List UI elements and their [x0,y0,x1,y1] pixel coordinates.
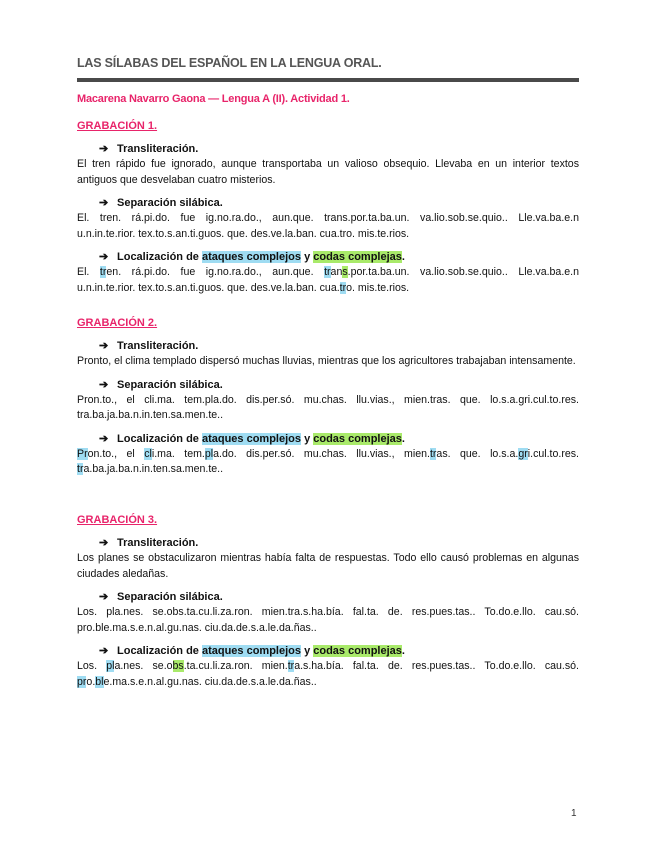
arrow-icon: ➔ [99,645,109,657]
localization-heading [77,250,579,265]
syllabic-heading [77,378,579,393]
arrow-icon: ➔ [99,378,109,391]
arrow-icon: ➔ [99,143,109,155]
text-segment: a.ba.ja.ba.n.in.ten.sa.men.te.. [83,463,224,475]
heading-label: Transliteración. [117,143,199,155]
complex-onset: tr [77,463,84,475]
text-segment: .por.ta.ba.un. va.lio.sob.se.quio.. Lle.va.ba.e.n u.n.in.te.rior. tex.to.s.an.ti.guos. que. des.ve.la.ban. cua. [77,266,579,294]
heading-label: Separación silábica. [117,378,223,391]
text-segment: a.nes. se.o [114,660,173,672]
transliteration-text: El tren rápido fue ignorado, aunque transportaba un valioso obsequio. Llevaba en un interior textos antiguos que desvelaban cuatro misterios. [77,158,579,186]
heading-label: Separación silábica. [117,197,223,209]
transliteration-heading [77,142,579,157]
text-segment: .ta.cu.li.za.ron. mien. [183,660,288,672]
localized-text [77,659,579,690]
complex-onset: pr [77,675,87,688]
complex-onset: tr [429,447,437,460]
recording-title: GRABACIÓN 3. [77,514,158,526]
syllabic-heading [77,196,579,211]
text-segment: as. que. lo.s.a. [436,447,519,460]
recording-section [77,315,579,478]
heading-label: Localización de [117,432,202,445]
heading-label: y [301,432,314,445]
complex-onset: tr [339,281,347,294]
heading-label: Localización de [117,645,202,657]
recording-title: GRABACIÓN 1. [77,120,158,132]
complex-onset: pl [204,447,214,460]
text-segment: i.ma. tem. [151,447,205,460]
text-segment: o. [86,675,96,688]
heading-label: Transliteración. [117,537,199,549]
complex-codas-label: codas complejas [313,251,402,263]
complex-codas-label: codas complejas [313,645,402,657]
syllabic-text: Los. pla.nes. se.obs.ta.cu.li.za.ron. mien.tra.s.ha.bía. fal.ta. de. res.pues.tas.. To.do.e.llo. cau.só. pro.ble.ma.s.e.n.al.gu.nas. ciu.da.de.s.a.le.da.ñas.. [77,606,579,634]
recording-title: GRABACIÓN 2. [77,317,158,329]
text-segment: i.cul.to.res. [527,447,579,460]
arrow-icon: ➔ [99,340,109,352]
transliteration-heading [77,339,579,354]
complex-onset: pl [106,660,115,672]
arrow-icon: ➔ [99,432,109,445]
syllabic-text: El. tren. rá.pi.do. fue ig.no.ra.do., aun.que. trans.por.ta.ba.un. va.lio.sob.se.quio.. Lle.va.ba.e.n u.n.in.te.rior. tex.to.s.an.ti.guos. que. des.ve.la.ban. cua.tro. mis.te.rios. [77,212,579,240]
text-segment: a.do. dis.per.só. mu.chas. llu.vias., mien. [213,447,430,460]
title-rule [77,78,579,82]
heading-label: Localización de [117,251,202,263]
localization-heading [77,644,579,659]
arrow-icon: ➔ [99,537,109,549]
complex-onset: tr [324,266,331,278]
text-segment: a.s.ha.bía. fal.ta. de. res.pues.tas.. To.do.e.llo. cau.só. [294,660,580,672]
complex-coda: s [342,266,348,278]
complex-onsets-label: ataques complejos [201,251,302,263]
text-segment: o. mis.te.rios. [346,281,410,294]
complex-onset: tr [99,266,107,278]
text-segment: El. [77,266,100,278]
complex-coda: bs [172,660,184,672]
heading-label: Transliteración. [117,340,199,352]
recording-section [77,512,579,690]
heading-label: y [301,645,314,657]
complex-onset: cl [144,447,152,460]
transliteration-heading [77,536,579,551]
complex-onset: tr [287,660,295,672]
heading-label: . [401,645,405,657]
syllabic-heading [77,590,579,605]
arrow-icon: ➔ [99,197,109,209]
complex-onsets-label: ataques complejos [201,432,302,445]
text-segment: e.ma.s.e.n.al.gu.nas. ciu.da.de.s.a.le.da.ñas.. [103,675,317,688]
arrow-icon: ➔ [99,591,109,603]
text-segment: Los. [77,660,107,672]
document-subtitle: Macarena Navarro Gaona — Lengua A (II). Actividad 1. [77,93,350,105]
complex-codas-label: codas complejas [313,432,402,445]
heading-label: . [401,251,405,263]
document-title: LAS SÍLABAS DEL ESPAÑOL EN LA LENGUA ORAL. [77,56,382,70]
complex-onsets-label: ataques complejos [201,645,302,657]
complex-onset: bl [95,675,104,688]
localized-text [77,265,579,296]
recording-section [77,118,579,296]
heading-label: Separación silábica. [117,591,223,603]
transliteration-text: Pronto, el clima templado dispersó muchas lluvias, mientras que los agricultores trabajaban intensamente. [77,355,576,367]
localization-heading [77,432,579,447]
transliteration-text: Los planes se obstaculizaron mientras había falta de respuestas. Todo ello causó problemas en algunas ciudades aledañas. [77,552,579,580]
text-segment: on.to., el [87,447,145,460]
syllabic-text: Pron.to., el cli.ma. tem.pla.do. dis.per.só. mu.chas. llu.vias., mien.tras. que. lo.s.a.gri.cul.to.res. tra.ba.ja.ba.n.in.ten.sa.men.te.. [77,393,579,421]
complex-onset: gr [518,447,528,460]
text-segment: en. rá.pi.do. fue ig.no.ra.do., aun.que. [106,266,325,278]
text-segment: an [330,266,343,278]
complex-onset: Pr [77,447,88,460]
page-number: 1 [571,808,577,819]
localized-text [77,447,579,478]
arrow-icon: ➔ [99,251,109,263]
heading-label: . [401,432,405,445]
heading-label: y [301,251,314,263]
